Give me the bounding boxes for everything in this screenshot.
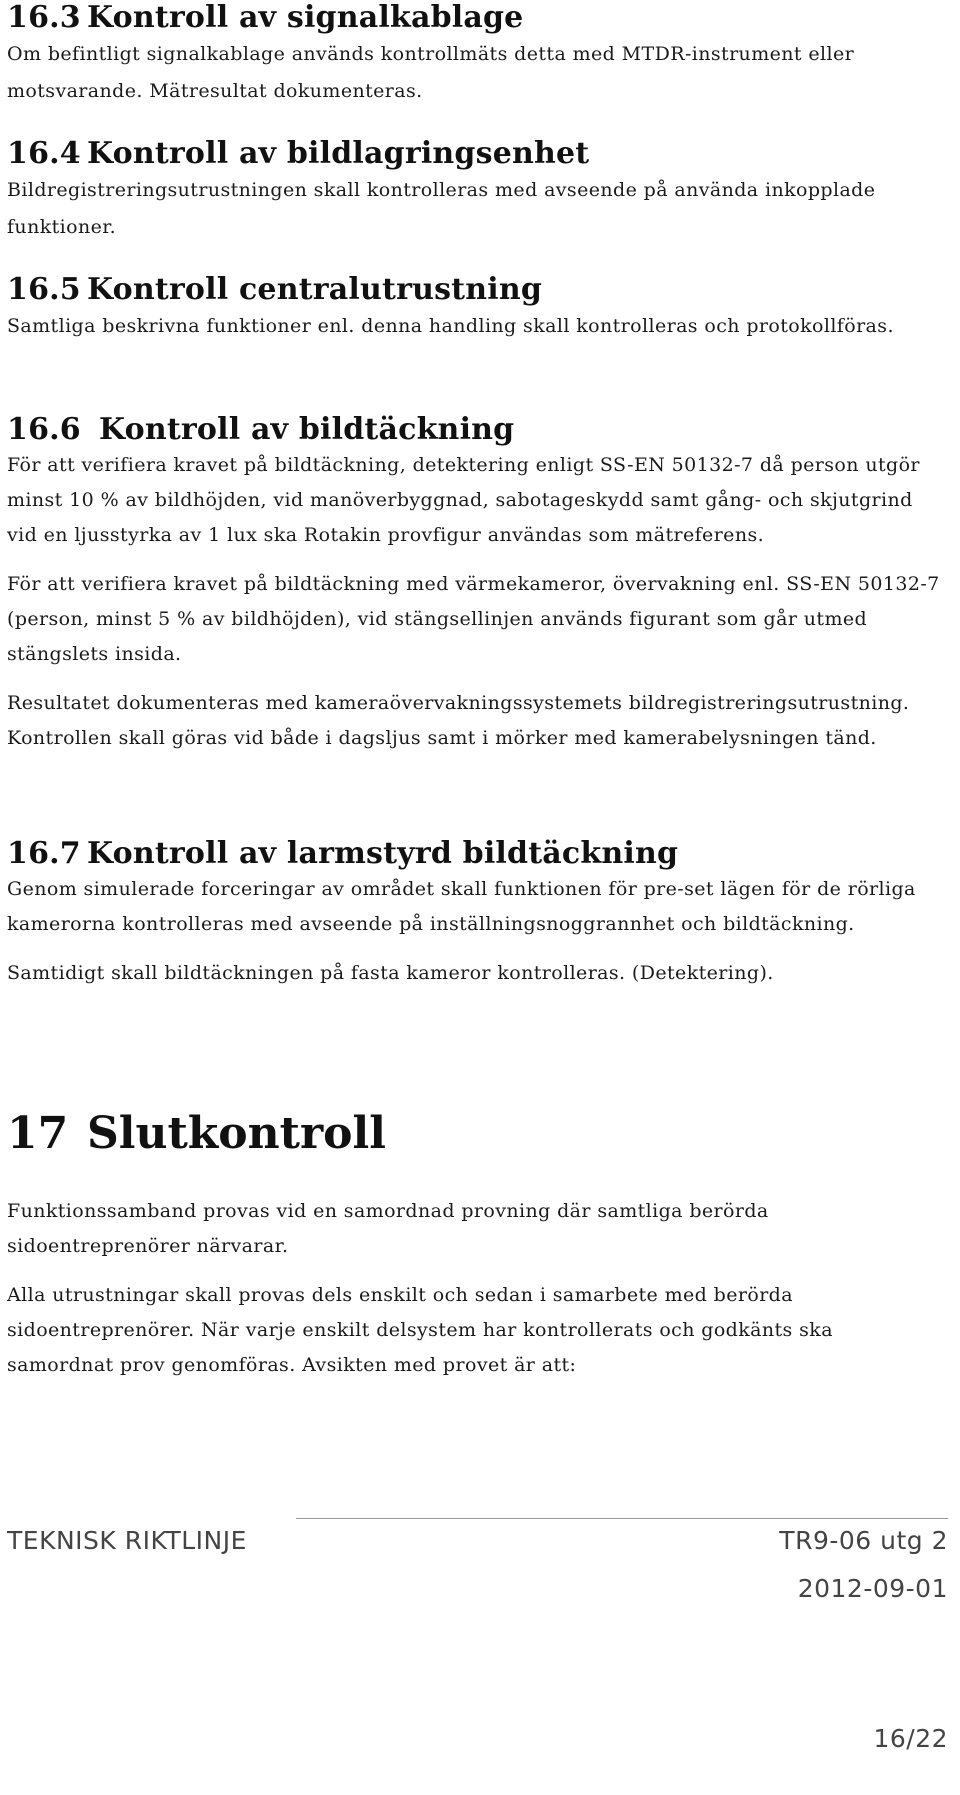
chapter-17 xyxy=(7,1108,947,1383)
section-heading xyxy=(7,272,947,308)
section-heading xyxy=(7,836,947,872)
chapter-title: Slutkontroll xyxy=(87,1108,386,1159)
section-title: Kontroll av larmstyrd bildtäckning xyxy=(87,836,679,871)
section-16-6 xyxy=(7,412,947,756)
section-number: 16.6 xyxy=(7,412,81,447)
paragraph: Alla utrustningar skall provas dels enskilt och sedan i samarbete med berörda sidoentreprenörer. När varje enskilt delsystem har kontrollerats och godkänts ska samordnat prov genomföras. Avsikten med provet är att: xyxy=(7,1284,833,1376)
section-16-3 xyxy=(7,0,947,110)
paragraph: Resultatet dokumenteras med kameraövervakningssystemets bildregistreringsutrustning. Kontrollen skall göras vid både i dagsljus samt i mörker med kamerabelysningen tänd. xyxy=(7,692,910,749)
section-16-7 xyxy=(7,836,947,991)
footer-document-id: TR9-06 utg 2 xyxy=(779,1526,948,1555)
paragraph: Funktionssamband provas vid en samordnad provning där samtliga berörda sidoentreprenörer närvarar. xyxy=(7,1200,769,1257)
footer-date: 2012-09-01 xyxy=(797,1574,948,1603)
section-heading xyxy=(7,412,947,448)
section-number: 16.4 xyxy=(7,136,81,171)
chapter-heading xyxy=(7,1108,947,1160)
paragraph: Bildregistreringsutrustningen skall kontrolleras med avseende på använda inkopplade funktioner. xyxy=(7,179,876,238)
paragraph: Samtliga beskrivna funktioner enl. denna handling skall kontrolleras och protokollföras. xyxy=(7,315,894,337)
section-heading xyxy=(7,0,947,36)
section-16-4 xyxy=(7,136,947,246)
section-number: 16.7 xyxy=(7,836,81,871)
section-number: 16.5 xyxy=(7,272,81,307)
paragraph: Samtidigt skall bildtäckningen på fasta kameror kontrolleras. (Detektering). xyxy=(7,962,774,984)
section-number: 16.3 xyxy=(7,0,81,35)
chapter-number: 17 xyxy=(7,1108,69,1159)
footer-document-type: TEKNISK RIKTLINJE xyxy=(7,1526,247,1555)
section-title: Kontroll centralutrustning xyxy=(87,272,543,307)
section-title: Kontroll av signalkablage xyxy=(87,0,524,35)
footer-divider xyxy=(296,1518,948,1519)
section-16-5 xyxy=(7,272,947,345)
paragraph: Om befintligt signalkablage används kontrollmäts detta med MTDR-instrument eller motsvarande. Mätresultat dokumenteras. xyxy=(7,43,855,102)
section-heading xyxy=(7,136,947,172)
paragraph: Genom simulerade forceringar av området skall funktionen för pre-set lägen för de rörliga kamerorna kontrolleras med avseende på inställningsnoggrannhet och bildtäckning. xyxy=(7,878,916,935)
paragraph: För att verifiera kravet på bildtäckning med värmekameror, övervakning enl. SS-EN 50132-7 (person, minst 5 % av bildhöjden), vid stängsellinjen används figurant som går utmed stängslets insida. xyxy=(7,573,940,665)
paragraph: För att verifiera kravet på bildtäckning, detektering enligt SS-EN 50132-7 då person utgör minst 10 % av bildhöjden, vid manöverbyggnad, sabotageskydd samt gång- och skjutgrind vid en ljusstyrka av 1 lux ska Rotakin provfigur användas som mätreferens. xyxy=(7,454,920,546)
section-title: Kontroll av bildtäckning xyxy=(99,412,515,447)
section-title: Kontroll av bildlagringsenhet xyxy=(87,136,590,171)
footer-page-number: 16/22 xyxy=(873,1724,948,1753)
